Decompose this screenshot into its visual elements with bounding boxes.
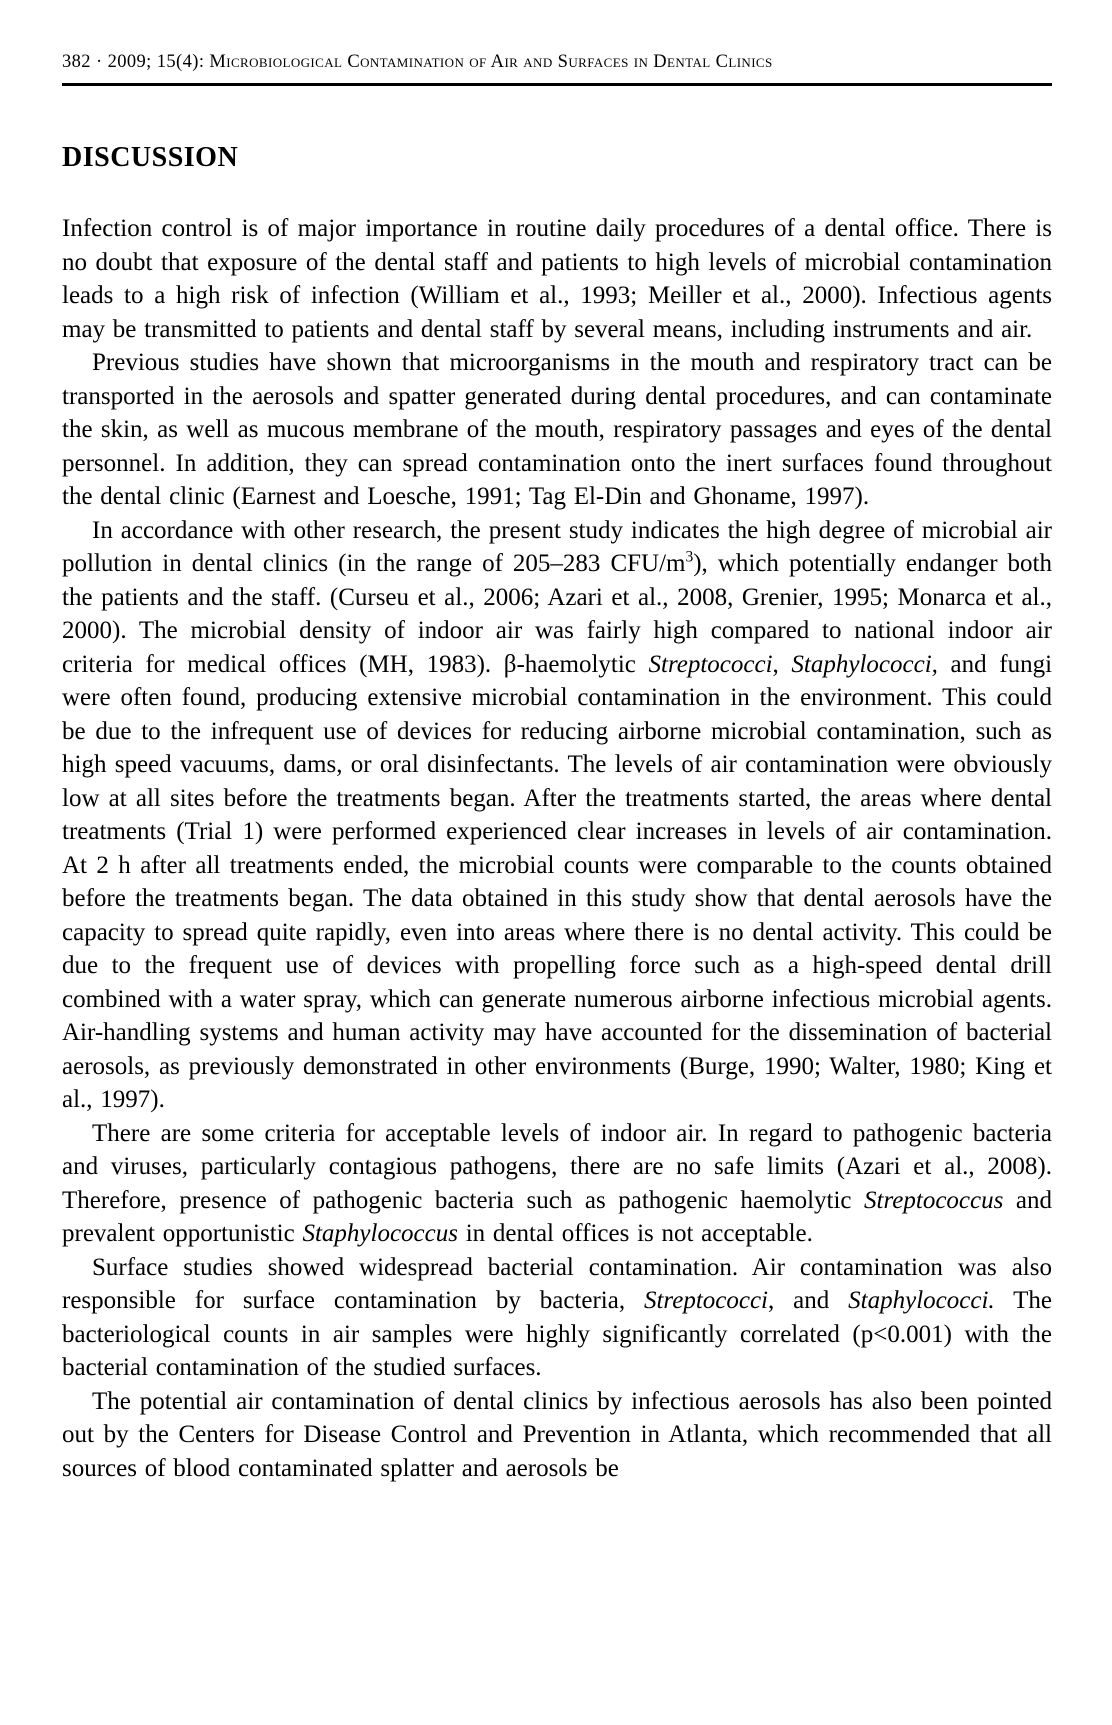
header-rule — [62, 83, 1052, 86]
paragraph: Surface studies showed widespread bacterial contamination. Air contamination was also responsible for surface contamination by bacteria, Streptococci, and Staphylococci. The bacteriological counts in air samples were highly significantly correlated (p<0.001) with the bacterial contamination of the studied surfaces. — [62, 1253, 1052, 1381]
paragraph: There are some criteria for acceptable levels of indoor air. In regard to pathogenic bacteria and viruses, particularly contagious pathogens, there are no safe limits (Azari et al., 2008). Therefore, presence of pathogenic bacteria such as pathogenic haemolytic Streptococcus and prevalent opportunistic Staphylococcus in dental offices is not acceptable. — [62, 1119, 1052, 1247]
running-header — [62, 52, 1052, 73]
page-number: 382 — [62, 52, 91, 72]
paragraph: Previous studies have shown that microorganisms in the mouth and respiratory tract can be transported in the aerosols and spatter generated during dental procedures, and can contaminate the skin, as well as mucous membrane of the mouth, respiratory passages and eyes of the dental personnel. In addition, they can spread contamination onto the inert surfaces found throughout the dental clinic (Earnest and Loesche, 1991; Tag El-Din and Ghoname, 1997). — [62, 349, 1052, 510]
header-separator: · — [95, 52, 103, 72]
running-title: Microbiological Contamination of Air and Surfaces in Dental Clinics — [209, 52, 773, 72]
paragraph: In accordance with other research, the present study indicates the high degree of microbial air pollution in dental clinics (in the range of 205–283 CFU/$m^3$), which potentially endanger both the patients and the staff. (Curseu et al., 2006; Azari et al., 2008, Grenier, 1995; Monarca et al., 2000). The microbial density of indoor air was fairly high compared to national indoor air criteria for medical offices (MH, 1983). β-haemolytic Streptococci, Staphylococci, and fungi were often found, producing extensive microbial contamination in the environment. This could be due to the infrequent use of devices for reducing airborne microbial contamination, such as high speed vacuums, dams, or oral disinfectants. The levels of air contamination were obviously low at all sites before the treatments began. After the treatments started, the areas where dental treatments (Trial 1) were performed experienced clear increases in levels of air contamination. At 2 h after all treatments ended, the microbial counts were comparable to the counts obtained before the treatments began. The data obtained in this study show that dental aerosols have the capacity to spread quite rapidly, even into areas where there is no dental activity. This could be due to the frequent use of devices with propelling force such as a high-speed dental drill combined with a water spray, which can generate numerous airborne infectious microbial agents. Air-handling systems and human activity may have accounted for the dissemination of bacterial aerosols, as previously demonstrated in other environments (Burge, 1990; Walter, 1980; King et al., 1997). — [62, 516, 1053, 1113]
section-heading: DISCUSSION — [62, 142, 239, 173]
paragraph: The potential air contamination of dental clinics by infectious aerosols has also been pointed out by the Centers for Disease Control and Prevention in Atlanta, which recommended that all sources of blood contaminated splatter and aerosols be — [62, 1387, 1052, 1482]
article-body — [62, 212, 1052, 1485]
issue-info: 2009; 15(4): — [107, 52, 205, 72]
paragraph: Infection control is of major importance in routine daily procedures of a dental office. There is no doubt that exposure of the dental staff and patients to high levels of microbial contamination leads to a high risk of infection (William et al., 1993; Meiller et al., 2000). Infectious agents may be transmitted to patients and dental staff by several means, including instruments and air. — [62, 215, 1052, 343]
